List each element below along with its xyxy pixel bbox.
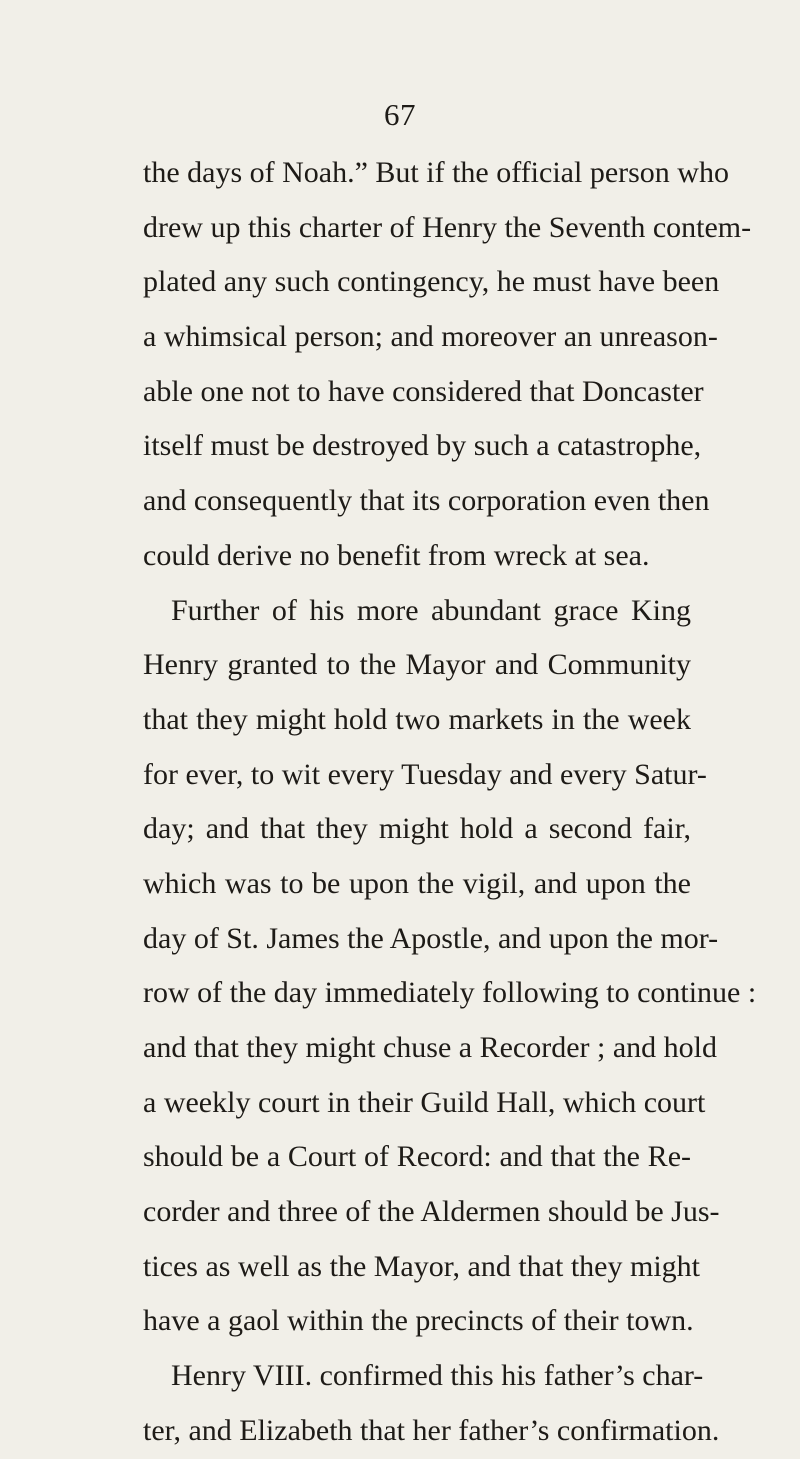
text-line: the days of Noah.” But if the official person who <box>143 156 729 189</box>
text-line: drew up this charter of Henry the Seventh contem- <box>143 210 752 244</box>
text-line: have a gaol within the precincts of their town. <box>143 1304 694 1338</box>
text-line: able one not to have considered that Doncaster <box>143 374 704 408</box>
text-line: ter, and Elizabeth that her father’s confirmation. <box>143 1413 720 1447</box>
text-line: itself must be destroyed by such a catastrophe, <box>143 429 702 463</box>
text-line: for ever, to wit every Tuesday and every Satur- <box>143 757 707 791</box>
body-text <box>143 146 757 1459</box>
text-line: day; and that they might hold a second fair, <box>143 812 691 846</box>
text-line: plated any such contingency, he must have been <box>143 265 720 299</box>
page-number: 67 <box>384 97 416 132</box>
text-line: and that they might chuse a Recorder ; and hold <box>143 1031 717 1064</box>
text-line: which was to be upon the vigil, and upon the <box>143 866 691 900</box>
text-line: corder and three of the Aldermen should be Jus- <box>143 1195 720 1229</box>
text-line: tices as well as the Mayor, and that they might <box>143 1249 700 1283</box>
text-line: day of St. James the Apostle, and upon the mor- <box>143 921 719 955</box>
text-line: a weekly court in their Guild Hall, which court <box>143 1085 706 1119</box>
text-line: could derive no benefit from wreck at sea. <box>143 538 650 572</box>
text-line: Henry VIII. confirmed this his father’s char- <box>171 1359 704 1393</box>
text-line: row of the day immediately following to continue : <box>143 976 757 1010</box>
text-line: and consequently that its corporation even then <box>143 484 710 518</box>
text-line: a whimsical person; and moreover an unreason- <box>143 320 718 354</box>
text-line: Further of his more abundant grace King <box>171 593 691 627</box>
text-line: should be a Court of Record: and that the Re- <box>143 1140 691 1174</box>
text-line: that they might hold two markets in the week <box>143 702 691 736</box>
text-line: Henry granted to the Mayor and Community <box>143 648 691 682</box>
